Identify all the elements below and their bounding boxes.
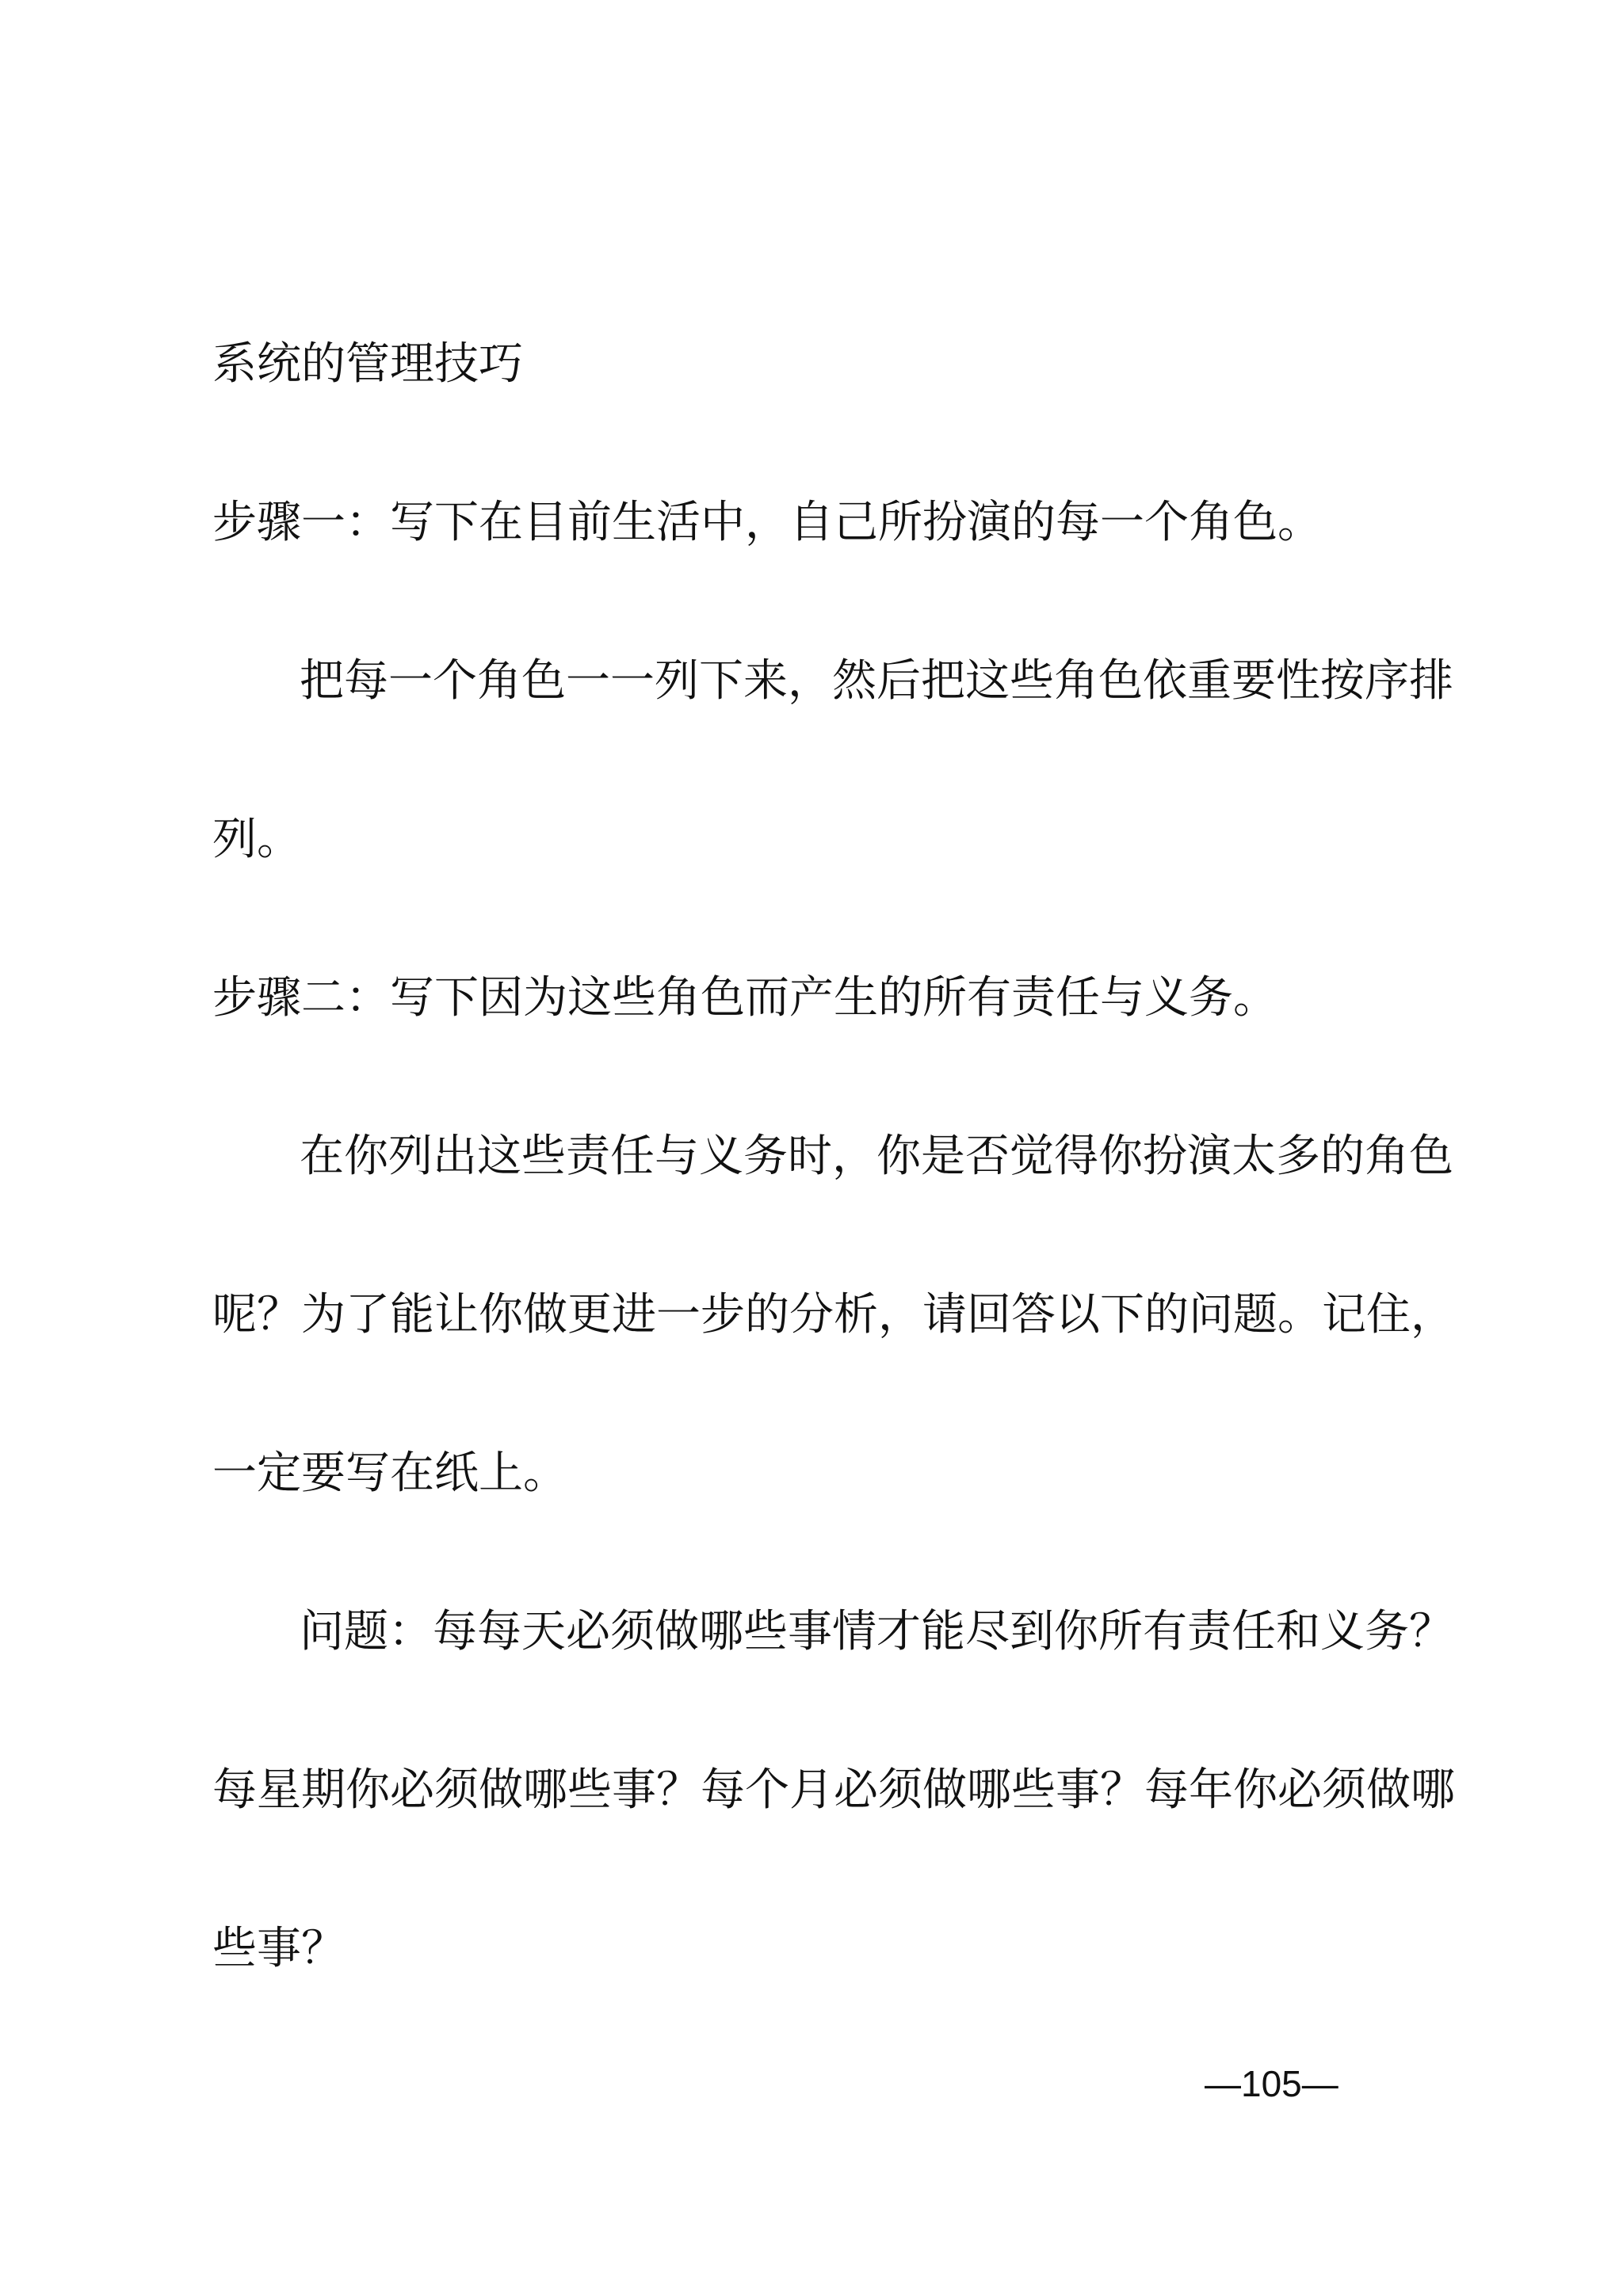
step2-body-line-2: 呢？为了能让你做更进一步的分析，请回答以下的问题。记住， — [212, 1289, 1455, 1341]
step1-body-line-2: 列。 — [212, 814, 301, 865]
question-line-2: 每星期你必须做哪些事？每个月必须做哪些事？每年你必须做哪 — [212, 1764, 1455, 1816]
step1-heading: 步骤一：写下在目前生活中，自己所扮演的每一个角色。 — [212, 497, 1322, 548]
question-line-3: 些事？ — [212, 1923, 346, 1974]
step2-heading: 步骤二：写下因为这些角色而产生的所有责任与义务。 — [212, 972, 1277, 1024]
step2-body-line-1: 在你列出这些责任与义务时，你是否觉得你扮演太多的角色 — [300, 1131, 1453, 1182]
step1-body-line-1: 把每一个角色一一列下来，然后把这些角色依重要性按序排 — [300, 655, 1453, 707]
section-title: 系统的管理技巧 — [212, 338, 523, 390]
step2-body-line-3: 一定要写在纸上。 — [212, 1447, 567, 1499]
question-line-1: 问题：每每天必须做哪些事情才能尽到你所有责任和义务？ — [300, 1606, 1453, 1657]
page-number: —105— — [1205, 2063, 1338, 2104]
